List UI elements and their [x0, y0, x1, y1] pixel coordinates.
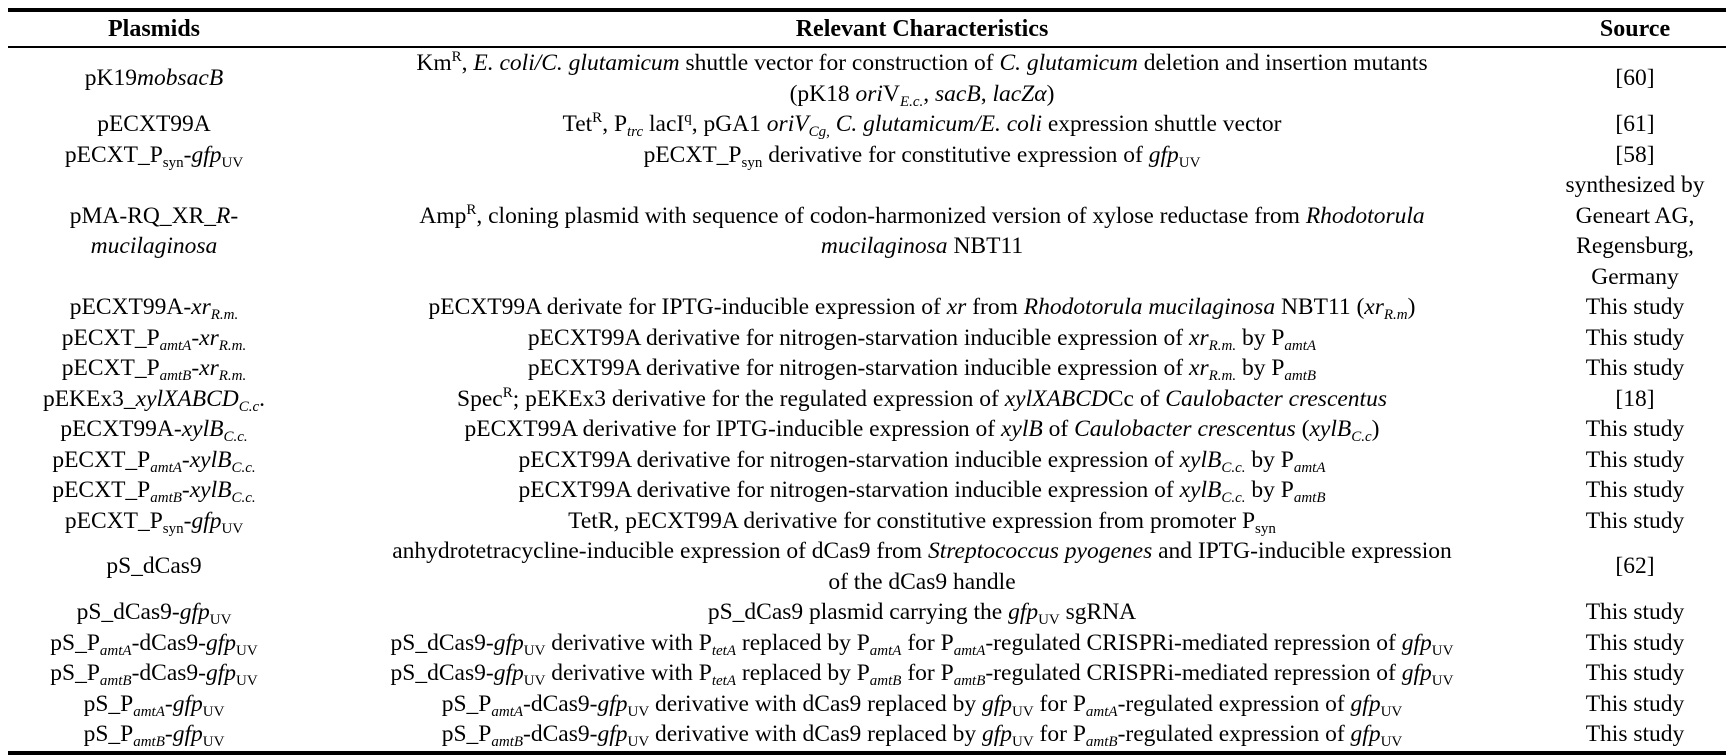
table-body — [8, 47, 1726, 753]
plasmid-name-cell: $pS\_P_{amtA}-gfp_{UV}$ — [83, 690, 225, 720]
source-cell: [62] — [1615, 553, 1655, 580]
plasmid-name-cell: $pECXT\_P_{amtB}-xylB_{C.c.}$ — [52, 477, 256, 506]
source-cell: This study — [1585, 477, 1685, 503]
source-cell: synthesized by Geneart AG, Regensburg, Germany — [1565, 172, 1705, 290]
table-row — [8, 689, 1726, 720]
header-row — [8, 10, 1726, 47]
source-cell: This study — [1585, 446, 1685, 473]
characteristics-cell: pS_dCas9-gfp$_{UV}$ derivative with $P_{tetA}$ replaced by $P_{amtB}$ for $P_{amtB}$-regulated CRISPRi-mediated repression of gfp$_{UV}$ — [390, 660, 1454, 689]
header-plasmids: Plasmids — [107, 15, 200, 42]
source-cell: This study — [1585, 690, 1685, 717]
table-row — [8, 140, 1726, 171]
source-cell: This study — [1585, 660, 1685, 686]
source-cell: This study — [1585, 599, 1685, 625]
characteristics-cell: pECXT99A derivate for IPTG-inducible expression of xr from Rhodotorula mucilaginosa NBT11 $(xr_{R.m})$ — [428, 294, 1416, 323]
plasmid-name-cell: $pECXT\_P_{syn}-gfp_{UV}$ — [64, 141, 244, 171]
plasmid-name-cell: pS_dCas9-gfp$_{UV}$ — [76, 599, 232, 628]
source-cell: This study — [1585, 294, 1685, 320]
characteristics-cell: pECXT99A derivative for IPTG-inducible expression of xylB of Caulobacter crescentus (xylB$_{C.c}$) — [464, 416, 1380, 445]
source-cell: [18] — [1615, 385, 1655, 412]
source-cell: This study — [1585, 629, 1685, 656]
characteristics-cell: $pS\_P_{amtB}-dCas9-gfp_{UV}$ derivative with dCas9 replaced by gfp$_{UV}$ for $P_{amtB}$-regulated expression of gfp$_{UV}$ — [441, 721, 1403, 750]
characteristics-cell: $pECXT\_P_{syn}$ derivative for constitutive expression of gfp$_{UV}$ — [643, 141, 1201, 171]
characteristics-cell: Amp$^R$, cloning plasmid with sequence of codon-harmonized version of xylose reductase from Rhodotorula mucilaginosa NBT11 — [419, 201, 1425, 259]
source-cell: This study — [1585, 324, 1685, 351]
characteristics-cell: pECXT99A derivative for nitrogen-starvation inducible expression of xylB$_{C.c.}$ by $P_{amtB}$ — [518, 477, 1326, 506]
table-row — [8, 597, 1726, 628]
plasmid-name-cell: pMA-RQ_XR_R- mucilaginosa — [69, 202, 239, 259]
table-row — [8, 353, 1726, 384]
plasmid-table — [8, 8, 1726, 755]
table-row — [8, 628, 1726, 659]
characteristics-cell: anhydrotetracycline-inducible expression of dCas9 from Streptococcus pyogenes and IPTG-inducible expression of the dCas9 handle — [392, 538, 1452, 595]
source-cell: This study — [1585, 355, 1685, 381]
characteristics-cell: Spec$^R$; pEKEx3 derivative for the regulated expression of xylXABCDCc of Caulobacter crescentus — [457, 384, 1387, 412]
characteristics-cell: TetR, pECXT99A derivative for constitutive expression from promoter $P_{syn}$ — [568, 507, 1276, 537]
plasmid-name-cell: pEKEx3_xylXABCD$_{C.c}$. — [42, 385, 266, 415]
plasmid-name-cell: $pECXT\_P_{amtA}-xylB_{C.c.}$ — [52, 446, 256, 476]
plasmid-name-cell: pK19mobsacB — [84, 65, 224, 92]
table-header — [8, 10, 1726, 47]
characteristics-cell: pECXT99A derivative for nitrogen-starvation inducible expression of $xr_{R.m.}$ by $P_{amtB}$ — [527, 355, 1317, 384]
table-row — [8, 475, 1726, 506]
table-row — [8, 384, 1726, 415]
characteristics-cell: pS_dCas9 plasmid carrying the gfp$_{UV}$ sgRNA — [707, 599, 1137, 628]
characteristics-cell: $pS\_P_{amtA}-dCas9-gfp_{UV}$ derivative with dCas9 replaced by gfp$_{UV}$ for $P_{amtA}$-regulated expression of gfp$_{UV}$ — [441, 690, 1403, 720]
characteristics-cell: pS_dCas9-gfp$_{UV}$ derivative with $P_{tetA}$ replaced by $P_{amtA}$ for $P_{amtA}$-regulated CRISPRi-mediated repression of gfp$_{UV}$ — [390, 629, 1454, 659]
table-row — [8, 445, 1726, 476]
table-row — [8, 414, 1726, 445]
table-row — [8, 109, 1726, 140]
plasmid-name-cell: pECXT99A-xylB$_{C.c.}$ — [60, 416, 248, 445]
table-row — [8, 292, 1726, 323]
plasmid-name-cell: pS_dCas9 — [106, 553, 202, 580]
plasmid-name-cell: $pS\_P_{amtB}-gfp_{UV}$ — [83, 721, 225, 750]
plasmid-name-cell: pECXT99A — [97, 111, 211, 137]
table-row — [8, 658, 1726, 689]
plasmid-name-cell: $pS\_P_{amtB}-dCas9-gfp_{UV}$ — [50, 660, 258, 689]
table-row — [8, 323, 1726, 354]
source-cell: This study — [1585, 721, 1685, 747]
table-row — [8, 536, 1726, 597]
source-cell: [61] — [1615, 111, 1655, 137]
plasmid-table-container — [8, 8, 1726, 755]
table-row — [8, 719, 1726, 753]
characteristics-cell: $Km^R$, E. coli/C. glutamicum shuttle vector for construction of C. glutamicum deletion and insertion mutants (pK18 oriV$_{E.c.}$, sacB, lacZα) — [416, 49, 1428, 110]
source-cell: [60] — [1615, 65, 1655, 92]
table-row — [8, 506, 1726, 537]
characteristics-cell: pECXT99A derivative for nitrogen-starvation inducible expression of $xr_{R.m.}$ by $P_{amtA}$ — [527, 324, 1317, 354]
source-cell: This study — [1585, 416, 1685, 442]
header-characteristics: Relevant Characteristics — [795, 15, 1049, 42]
table-row — [8, 170, 1726, 292]
source-cell: This study — [1585, 507, 1685, 534]
plasmid-name-cell: $pECXT\_P_{amtB}-xr_{R.m.}$ — [61, 355, 247, 384]
header-source: Source — [1599, 15, 1671, 42]
characteristics-cell: pECXT99A derivative for nitrogen-starvation inducible expression of xylB$_{C.c.}$ by $P_{amtA}$ — [518, 446, 1326, 476]
plasmid-name-cell: $pECXT\_P_{syn}-gfp_{UV}$ — [64, 507, 244, 537]
source-cell: [58] — [1615, 141, 1655, 168]
table-row — [8, 47, 1726, 109]
plasmid-name-cell: $pECXT\_P_{amtA}-xr_{R.m.}$ — [61, 324, 247, 354]
plasmid-name-cell: $pS\_P_{amtA}-dCas9-gfp_{UV}$ — [50, 629, 258, 659]
characteristics-cell: Tet$^R$, $P_{trc}$ lacI$^q$, pGA1 oriV$_{Cg,}$ C. glutamicum/E. coli expression shuttle vector — [562, 110, 1282, 140]
plasmid-name-cell: $pECXT99A-xr_{R.m.}$ — [69, 294, 239, 323]
